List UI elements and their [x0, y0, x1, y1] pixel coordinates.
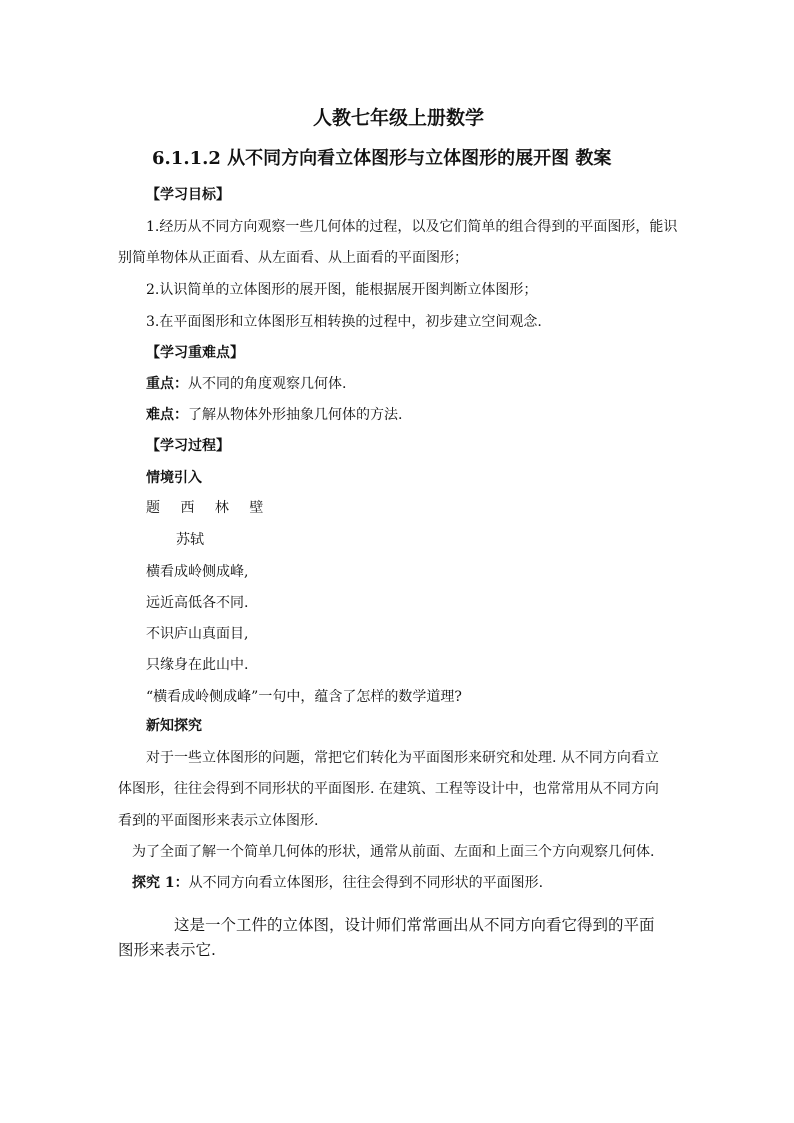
paragraph-1-line-2: 体图形，往往会得到不同形状的平面图形. 在建筑、工程等设计中，也常常用从不同方向: [118, 781, 659, 797]
key-point-line: [146, 374, 346, 394]
poem-title: 题 西 林 壁: [146, 500, 272, 516]
objective-1-line-1: 1.经历从不同方向观察一些几何体的过程，以及它们简单的组合得到的平面图形，能识: [146, 219, 678, 235]
difficulty-label: 难点：: [146, 407, 188, 423]
difficulty-text: 了解从物体外形抽象几何体的方法.: [188, 407, 403, 423]
process-heading: 【学习过程】: [146, 438, 230, 454]
poem-question: “横看成岭侧成峰”一句中，蕴含了怎样的数学道理?: [146, 689, 462, 705]
inquiry-line: [132, 873, 543, 893]
poem-line-2: 远近高低各不同.: [146, 595, 249, 611]
key-points-heading: 【学习重难点】: [146, 345, 244, 361]
document-title: 人教七年级上册数学: [313, 107, 485, 129]
objectives-heading: 【学习目标】: [146, 187, 230, 203]
objective-1-line-2: 别简单物体从正面看、从左面看、从上面看的平面图形；: [118, 250, 468, 266]
inquiry-label: 探究 1：: [132, 875, 189, 891]
poem-line-1: 横看成岭侧成峰,: [146, 564, 249, 580]
inquiry-text: 从不同方向看立体图形，往往会得到不同形状的平面图形.: [188, 875, 544, 891]
objective-3: 3.在平面图形和立体图形互相转换的过程中，初步建立空间观念.: [146, 314, 542, 330]
poem-author: 苏轼: [176, 532, 204, 548]
key-point-label: 重点：: [146, 376, 188, 392]
poem-line-4: 只缘身在此山中.: [146, 657, 249, 673]
intro-heading: 情境引入: [146, 470, 202, 486]
difficulty-line: [146, 405, 402, 425]
paragraph-3-line-1: 这是一个工件的立体图，设计师们常常画出从不同方向看它得到的平面: [174, 916, 655, 934]
paragraph-1-line-1: 对于一些立体图形的问题，常把它们转化为平面图形来研究和处理. 从不同方向看立: [146, 750, 659, 766]
paragraph-1-line-3: 看到的平面图形来表示立体图形.: [118, 813, 319, 829]
paragraph-2: 为了全面了解一个简单几何体的形状，通常从前面、左面和上面三个方向观察几何体.: [132, 844, 655, 860]
poem-line-3: 不识庐山真面目,: [146, 626, 249, 642]
document-subtitle: 6.1.1.2 从不同方向看立体图形与立体图形的展开图 教案: [152, 148, 612, 169]
key-point-text: 从不同的角度观察几何体.: [188, 376, 347, 392]
explore-heading: 新知探究: [146, 718, 202, 734]
paragraph-3-line-2: 图形来表示它.: [118, 941, 216, 959]
objective-2: 2.认识简单的立体图形的展开图，能根据展开图判断立体图形；: [146, 282, 538, 298]
